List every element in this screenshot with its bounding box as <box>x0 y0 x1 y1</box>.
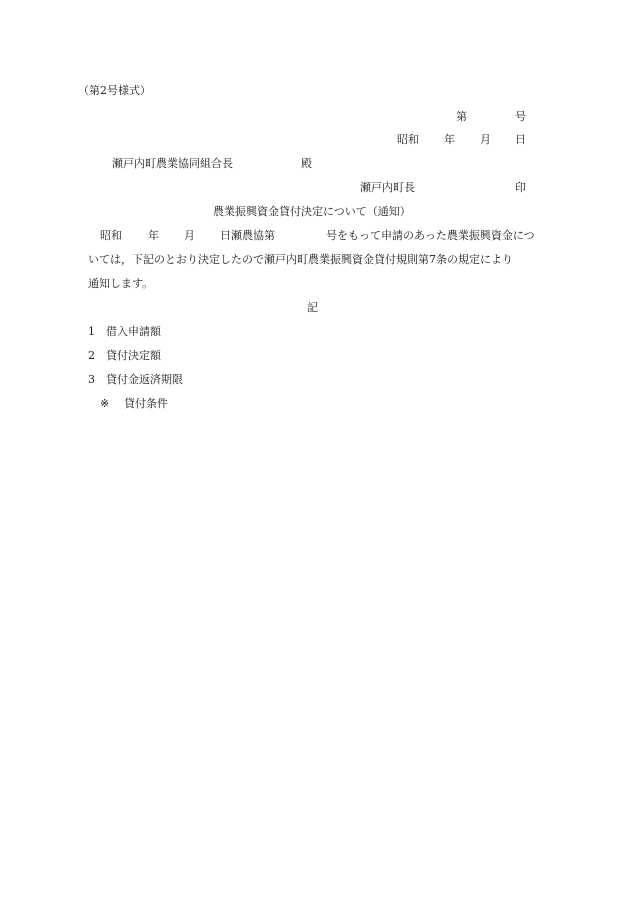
note-label: 貸付条件 <box>124 397 168 410</box>
body-year: 年 <box>148 229 159 242</box>
note-mark: ※ <box>100 397 110 410</box>
body-ref: 日瀬農協第 <box>220 229 275 242</box>
ki-heading: 記 <box>307 301 318 314</box>
item-label: 貸付決定額 <box>106 349 161 362</box>
date-era: 昭和 <box>397 133 419 146</box>
item-number: 1 <box>88 325 95 338</box>
item-label: 貸付金返済期限 <box>106 373 183 386</box>
document-title: 農業振興資金貸付決定について（通知） <box>213 205 411 218</box>
addressee-name: 瀬戸内町農業協同組合長 <box>112 157 233 170</box>
date-year: 年 <box>444 133 455 146</box>
item-label: 借入申請額 <box>106 325 161 338</box>
date-day: 日 <box>515 133 526 146</box>
item-number: 2 <box>88 349 95 362</box>
doc-number-go: 号 <box>515 110 526 123</box>
item-number: 3 <box>88 373 95 386</box>
sender-name: 瀬戸内町長 <box>360 181 415 194</box>
addressee-honorific: 殿 <box>301 157 312 170</box>
doc-number-dai: 第 <box>456 110 467 123</box>
body-line2: いては，下記のとおり決定したので瀬戸内町農業振興資金貸付規則第7条の規定により <box>88 253 513 266</box>
date-month: 月 <box>480 133 491 146</box>
body-month: 月 <box>184 229 195 242</box>
body-line3: 通知します。 <box>88 277 154 290</box>
sender-seal: 印 <box>515 181 526 194</box>
form-label: （第2号様式） <box>78 84 151 97</box>
body-era: 昭和 <box>100 229 122 242</box>
body-line1-rest: 号をもって申請のあった農業振興資金につ <box>326 229 535 242</box>
